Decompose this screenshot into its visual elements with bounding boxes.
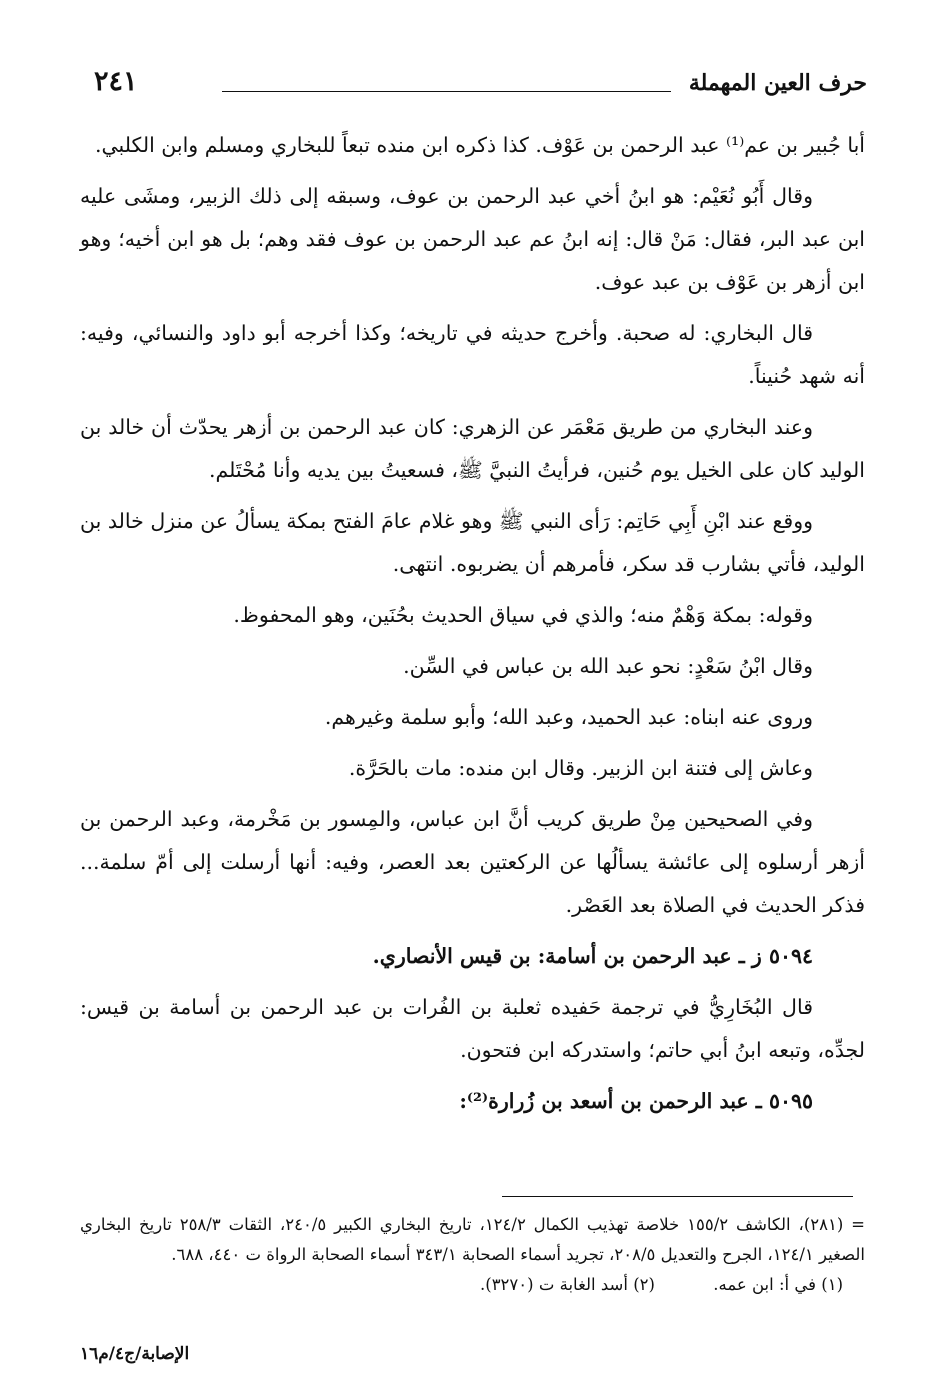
paragraph-11: قال البُخَارِيُّ في ترجمة حَفيده ثعلبة بن الفُرات بن عبد الرحمن بن أسامة بن قيس: لجدِّه، وتبعه ابنُ أبي حاتم؛ واستدركه ابن فتحون. xyxy=(80,995,865,1062)
paragraph-2: وقال أَبُو نُعَيْم: هو ابنُ أخي عبد الرحمن بن عوف، وسبقه إلى ذلك الزبير، ومشَى عليه ابن عبد البر، فقال: مَنْ قال: إنه ابنُ عم عبد الرحمن بن عوف فقد وهم؛ بل هو ابن أخيه؛ وهو ابن أزهر بن عَوْف بن عبد عوف. xyxy=(80,184,865,294)
footnotes xyxy=(80,1210,865,1300)
header-rule xyxy=(222,91,671,92)
paragraph-8: وروى عنه ابناه: عبد الحميد، وعبد الله؛ وأبو سلمة وغيرهم. xyxy=(324,705,813,729)
paragraph-4: وعند البخاري من طريق مَعْمَر عن الزهري: كان عبد الرحمن بن أزهر يحدّث أن خالد بن الوليد كان على الخيل يوم حُنين، فرأيتُ النبيَّ ﷺ، فسعيتُ بين يديه وأنا مُحْتَلم. xyxy=(80,415,865,482)
page-number: ٢٤١ xyxy=(94,66,138,97)
main-text xyxy=(80,124,865,1131)
chapter-title: حرف العين المهملة xyxy=(688,70,867,96)
footnote-1: (١) في أ: ابن عمه. xyxy=(713,1275,843,1294)
footnote-separator xyxy=(502,1196,853,1197)
running-header xyxy=(80,66,867,106)
footnote-continuation: = (٢٨١)، الكاشف ١٥٥/٢ خلاصة تهذيب الكمال ١٢٤/٢، تاريخ البخاري الكبير ٢٤٠/٥، الثقات ٢٥٨/٣ تاريخ البخاري الصغير ١٢٤/١، الجرح والتعديل ٢٠٨/٥، تجريد أسماء الصحابة ٣٤٣/١ أسماء الصحابة الرواة ت ٤٤٠، ٦٨٨. xyxy=(80,1215,865,1264)
printer-signature: الإصابة/ج٤/م١٦ xyxy=(80,1344,190,1364)
entry-heading-5095: ٥٠٩٥ ـ عبد الرحمن بن أسعد بن زُرارة⁽²⁾: xyxy=(459,1089,813,1113)
footnote-row xyxy=(80,1270,865,1300)
paragraph-9: وعاش إلى فتنة ابن الزبير. وقال ابن منده: مات بالحَرَّة. xyxy=(348,756,813,780)
paragraph-1: أبا جُبير بن عم⁽¹⁾ عبد الرحمن بن عَوْف. كذا ذكره ابن منده تبعاً للبخاري ومسلم وابن الكلبي. xyxy=(94,133,865,157)
paragraph-5: ووقع عند ابْنِ أَبِي حَاتِم: رَأى النبي ﷺ وهو غلام عامَ الفتح بمكة يسألُ عن منزل خالد بن الوليد، فأتي بشارب قد سكر، فأمرهم أن يضربوه. انتهى. xyxy=(80,509,865,576)
footnote-2: (٢) أسد الغابة ت (٣٢٧٠). xyxy=(480,1275,655,1294)
paragraph-10: وفي الصحيحين مِنْ طريق كريب أنَّ ابن عباس، والمِسور بن مَخْرمة، وعبد الرحمن بن أزهر أرسلوه إلى عائشة يسألُها عن الركعتين بعد العصر، وفيه: أنها أرسلت إلى أمّ سلمة... فذكر الحديث في الصلاة بعد العَصْر. xyxy=(80,807,865,917)
paragraph-7: وقال ابْنُ سَعْدٍ: نحو عبد الله بن عباس في السِّن. xyxy=(403,654,813,678)
entry-heading-5094: ٥٠٩٤ ز ـ عبد الرحمن بن أسامة: بن قيس الأنصاري. xyxy=(372,944,813,968)
paragraph-3: قال البخاري: له صحبة. وأخرج حديثه في تاريخه؛ وكذا أخرجه أبو داود والنسائي، وفيه: أنه شهد حُنيناً. xyxy=(80,321,865,388)
paragraph-6: وقوله: بمكة وَهْمٌ منه؛ والذي في سياق الحديث بحُنَين، وهو المحفوظ. xyxy=(233,603,813,627)
